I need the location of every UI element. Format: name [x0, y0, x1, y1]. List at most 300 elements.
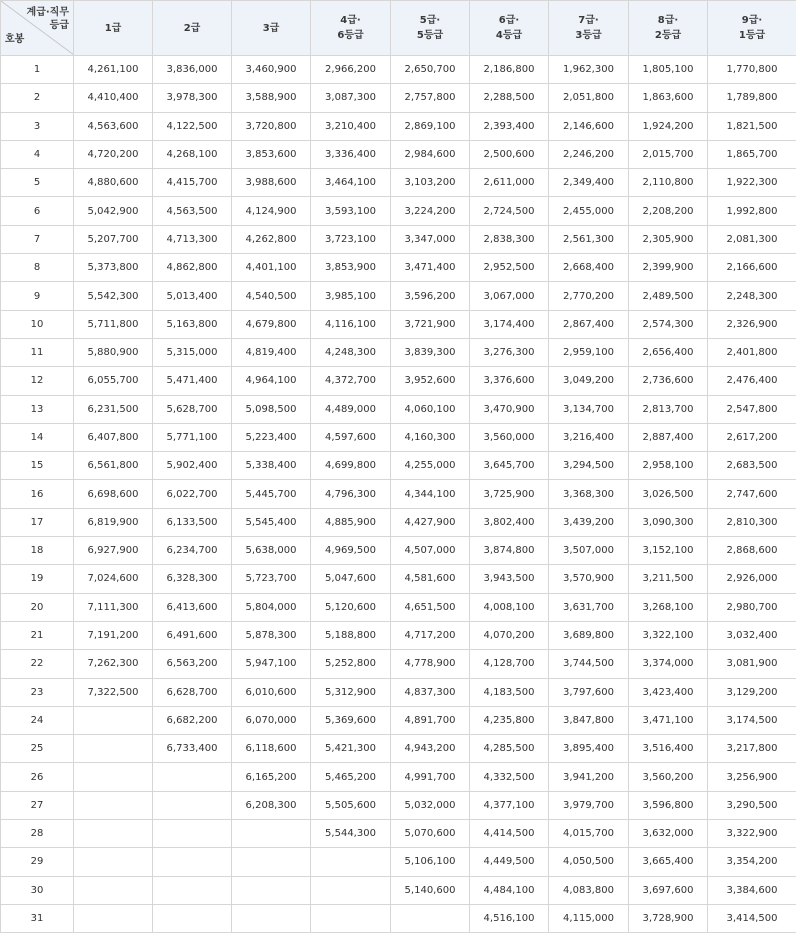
salary-cell: 4,261,100: [74, 56, 153, 84]
salary-cell: 2,401,800: [708, 338, 796, 366]
salary-cell: 3,090,300: [629, 508, 708, 536]
salary-cell: 5,711,800: [74, 310, 153, 338]
table-row: [1, 791, 796, 819]
salary-cell: 6,819,900: [74, 508, 153, 536]
salary-cell: [311, 848, 391, 876]
salary-cell: 3,174,500: [708, 706, 796, 734]
step-cell: 23: [1, 678, 74, 706]
salary-cell: 6,927,900: [74, 537, 153, 565]
step-cell: 31: [1, 904, 74, 932]
salary-cell: 5,163,800: [153, 310, 232, 338]
salary-cell: 6,491,600: [153, 621, 232, 649]
salary-cell: 3,570,900: [549, 565, 629, 593]
column-header-line1: 6급·: [498, 15, 520, 26]
salary-cell: 4,248,300: [311, 338, 391, 366]
salary-cell: 4,679,800: [232, 310, 311, 338]
salary-cell: 5,252,800: [311, 650, 391, 678]
salary-cell: 6,055,700: [74, 367, 153, 395]
salary-cell: 3,439,200: [549, 508, 629, 536]
table-row: [1, 169, 796, 197]
salary-cell: 5,315,000: [153, 338, 232, 366]
salary-cell: [74, 763, 153, 791]
step-cell: 26: [1, 763, 74, 791]
corner-step-label: 호봉: [5, 34, 25, 45]
step-cell: 27: [1, 791, 74, 819]
salary-cell: 3,645,700: [470, 452, 549, 480]
salary-cell: 3,384,600: [708, 876, 796, 904]
salary-cell: 7,322,500: [74, 678, 153, 706]
salary-cell: 1,922,300: [708, 169, 796, 197]
salary-cell: [74, 820, 153, 848]
salary-cell: 3,853,900: [311, 254, 391, 282]
salary-cell: 3,721,900: [391, 310, 470, 338]
salary-cell: 2,611,000: [470, 169, 549, 197]
salary-cell: 3,985,100: [311, 282, 391, 310]
step-cell: 28: [1, 820, 74, 848]
salary-cell: 1,789,800: [708, 84, 796, 112]
column-header-line1: 8급·: [657, 15, 679, 26]
salary-cell: 4,969,500: [311, 537, 391, 565]
salary-cell: [74, 876, 153, 904]
salary-cell: 5,445,700: [232, 480, 311, 508]
salary-cell: [153, 791, 232, 819]
table-row: [1, 876, 796, 904]
salary-cell: 3,847,800: [549, 706, 629, 734]
column-header-line1: 9급·: [741, 15, 763, 26]
salary-cell: 5,098,500: [232, 395, 311, 423]
salary-cell: 4,124,900: [232, 197, 311, 225]
salary-cell: 4,891,700: [391, 706, 470, 734]
salary-cell: 5,120,600: [311, 593, 391, 621]
salary-cell: 5,505,600: [311, 791, 391, 819]
corner-grade-line1: 계급·직무: [26, 7, 69, 18]
table-row: [1, 706, 796, 734]
salary-cell: 3,665,400: [629, 848, 708, 876]
salary-cell: 3,874,800: [470, 537, 549, 565]
salary-cell: 4,116,100: [311, 310, 391, 338]
salary-cell: 6,118,600: [232, 735, 311, 763]
salary-cell: 4,651,500: [391, 593, 470, 621]
salary-cell: 3,797,600: [549, 678, 629, 706]
salary-cell: 4,344,100: [391, 480, 470, 508]
salary-cell: 4,122,500: [153, 112, 232, 140]
salary-cell: 3,216,400: [549, 423, 629, 451]
salary-cell: 2,868,600: [708, 537, 796, 565]
salary-cell: 2,476,400: [708, 367, 796, 395]
salary-cell: 3,802,400: [470, 508, 549, 536]
column-header-line2: 2등급: [654, 30, 682, 41]
salary-cell: 4,991,700: [391, 763, 470, 791]
salary-cell: 4,516,100: [470, 904, 549, 932]
salary-cell: 3,560,200: [629, 763, 708, 791]
salary-cell: [74, 735, 153, 763]
salary-cell: 4,885,900: [311, 508, 391, 536]
salary-cell: 6,413,600: [153, 593, 232, 621]
table-row: [1, 621, 796, 649]
salary-cell: 2,399,900: [629, 254, 708, 282]
salary-cell: 2,958,100: [629, 452, 708, 480]
column-header-line1: 2급: [183, 22, 201, 34]
step-cell: 1: [1, 56, 74, 84]
salary-cell: [153, 763, 232, 791]
table-row: [1, 763, 796, 791]
column-header-line2: 5등급: [416, 30, 444, 41]
salary-cell: 5,338,400: [232, 452, 311, 480]
salary-cell: 2,867,400: [549, 310, 629, 338]
salary-cell: 3,507,000: [549, 537, 629, 565]
step-cell: 14: [1, 423, 74, 451]
salary-cell: 5,465,200: [311, 763, 391, 791]
salary-cell: 3,723,100: [311, 225, 391, 253]
salary-cell: 3,354,200: [708, 848, 796, 876]
salary-cell: 3,276,300: [470, 338, 549, 366]
salary-cell: 4,964,100: [232, 367, 311, 395]
table-row: [1, 848, 796, 876]
salary-cell: [74, 848, 153, 876]
salary-cell: 5,188,800: [311, 621, 391, 649]
salary-cell: 4,862,800: [153, 254, 232, 282]
step-cell: 11: [1, 338, 74, 366]
salary-cell: 3,471,100: [629, 706, 708, 734]
salary-cell: 6,022,700: [153, 480, 232, 508]
table-body: [1, 56, 796, 933]
salary-cell: 4,183,500: [470, 678, 549, 706]
salary-cell: 4,563,500: [153, 197, 232, 225]
salary-cell: 2,668,400: [549, 254, 629, 282]
salary-cell: 4,332,500: [470, 763, 549, 791]
salary-cell: 4,597,600: [311, 423, 391, 451]
table-row: [1, 282, 796, 310]
salary-cell: 5,723,700: [232, 565, 311, 593]
salary-cell: 4,415,700: [153, 169, 232, 197]
step-cell: 12: [1, 367, 74, 395]
table-row: [1, 395, 796, 423]
salary-cell: 3,632,000: [629, 820, 708, 848]
table-row: [1, 480, 796, 508]
salary-cell: 2,208,200: [629, 197, 708, 225]
salary-cell: 6,208,300: [232, 791, 311, 819]
column-header-line2: 3등급: [575, 30, 602, 41]
salary-cell: 2,656,400: [629, 338, 708, 366]
table-row: [1, 423, 796, 451]
corner-grade-label: [27, 6, 69, 32]
step-cell: 15: [1, 452, 74, 480]
step-cell: 16: [1, 480, 74, 508]
column-header-line1: 3급: [262, 22, 280, 34]
table-row: [1, 508, 796, 536]
salary-cell: 3,588,900: [232, 84, 311, 112]
salary-cell: [153, 848, 232, 876]
salary-cell: 5,544,300: [311, 820, 391, 848]
salary-cell: 5,804,000: [232, 593, 311, 621]
salary-cell: 4,008,100: [470, 593, 549, 621]
salary-cell: 4,401,100: [232, 254, 311, 282]
salary-cell: 2,081,300: [708, 225, 796, 253]
salary-cell: 6,231,500: [74, 395, 153, 423]
column-header: [549, 1, 629, 56]
salary-cell: 5,013,400: [153, 282, 232, 310]
salary-cell: 6,010,600: [232, 678, 311, 706]
table-row: [1, 650, 796, 678]
step-cell: 9: [1, 282, 74, 310]
salary-cell: 5,947,100: [232, 650, 311, 678]
salary-cell: 1,962,300: [549, 56, 629, 84]
salary-cell: 3,026,500: [629, 480, 708, 508]
salary-cell: 1,821,500: [708, 112, 796, 140]
salary-cell: 2,736,600: [629, 367, 708, 395]
salary-cell: 4,540,500: [232, 282, 311, 310]
salary-cell: 7,191,200: [74, 621, 153, 649]
salary-cell: 2,984,600: [391, 140, 470, 168]
salary-cell: 3,322,900: [708, 820, 796, 848]
salary-cell: 5,880,900: [74, 338, 153, 366]
salary-cell: 1,865,700: [708, 140, 796, 168]
column-header: [708, 1, 796, 56]
salary-cell: 7,262,300: [74, 650, 153, 678]
salary-cell: [232, 876, 311, 904]
salary-cell: 3,471,400: [391, 254, 470, 282]
step-cell: 30: [1, 876, 74, 904]
step-cell: 8: [1, 254, 74, 282]
salary-cell: 2,110,800: [629, 169, 708, 197]
table-row: [1, 593, 796, 621]
salary-cell: 2,887,400: [629, 423, 708, 451]
table-row: [1, 225, 796, 253]
column-header-line2: 6등급: [337, 30, 364, 41]
salary-cell: 5,638,000: [232, 537, 311, 565]
salary-cell: 5,373,800: [74, 254, 153, 282]
step-cell: 21: [1, 621, 74, 649]
table-row: [1, 820, 796, 848]
salary-cell: 4,372,700: [311, 367, 391, 395]
step-cell: 2: [1, 84, 74, 112]
salary-cell: 3,725,900: [470, 480, 549, 508]
salary-cell: 1,924,200: [629, 112, 708, 140]
salary-cell: 2,617,200: [708, 423, 796, 451]
salary-cell: 5,878,300: [232, 621, 311, 649]
corner-grade-line2: 등급: [49, 20, 69, 31]
salary-cell: 7,024,600: [74, 565, 153, 593]
salary-cell: 2,650,700: [391, 56, 470, 84]
salary-cell: 4,489,000: [311, 395, 391, 423]
salary-cell: 3,256,900: [708, 763, 796, 791]
salary-cell: 6,070,000: [232, 706, 311, 734]
salary-cell: 3,347,000: [391, 225, 470, 253]
salary-cell: 3,697,600: [629, 876, 708, 904]
salary-cell: [232, 820, 311, 848]
salary-cell: 3,744,500: [549, 650, 629, 678]
salary-cell: 3,728,900: [629, 904, 708, 932]
salary-cell: [74, 791, 153, 819]
salary-cell: 3,322,100: [629, 621, 708, 649]
salary-cell: 4,484,100: [470, 876, 549, 904]
salary-cell: 3,464,100: [311, 169, 391, 197]
salary-cell: 2,547,800: [708, 395, 796, 423]
salary-cell: 5,771,100: [153, 423, 232, 451]
salary-cell: 2,015,700: [629, 140, 708, 168]
salary-cell: 3,941,200: [549, 763, 629, 791]
salary-cell: [153, 876, 232, 904]
salary-cell: 6,328,300: [153, 565, 232, 593]
column-header: [470, 1, 549, 56]
salary-cell: 4,720,200: [74, 140, 153, 168]
salary-cell: 2,455,000: [549, 197, 629, 225]
corner-header-cell: [1, 1, 74, 56]
salary-cell: 4,050,500: [549, 848, 629, 876]
salary-cell: 2,747,600: [708, 480, 796, 508]
salary-cell: 4,563,600: [74, 112, 153, 140]
salary-cell: 6,165,200: [232, 763, 311, 791]
salary-cell: 4,128,700: [470, 650, 549, 678]
salary-cell: 2,326,900: [708, 310, 796, 338]
step-cell: 10: [1, 310, 74, 338]
step-cell: 5: [1, 169, 74, 197]
salary-cell: 3,853,600: [232, 140, 311, 168]
salary-cell: 4,115,000: [549, 904, 629, 932]
salary-cell: 2,349,400: [549, 169, 629, 197]
column-header-line2: 4등급: [495, 30, 523, 41]
salary-cell: 3,593,100: [311, 197, 391, 225]
salary-cell: 4,717,200: [391, 621, 470, 649]
salary-cell: 4,070,200: [470, 621, 549, 649]
salary-cell: 3,134,700: [549, 395, 629, 423]
salary-cell: [153, 904, 232, 932]
salary-cell: [74, 904, 153, 932]
salary-cell: 7,111,300: [74, 593, 153, 621]
salary-cell: 2,869,100: [391, 112, 470, 140]
salary-cell: 2,770,200: [549, 282, 629, 310]
salary-cell: 3,376,600: [470, 367, 549, 395]
salary-cell: 5,545,400: [232, 508, 311, 536]
column-header-line1: 4급·: [340, 15, 361, 26]
column-header: [232, 1, 311, 56]
salary-cell: 4,410,400: [74, 84, 153, 112]
salary-cell: 4,880,600: [74, 169, 153, 197]
table-row: [1, 537, 796, 565]
table-row: [1, 310, 796, 338]
salary-cell: 3,368,300: [549, 480, 629, 508]
salary-cell: 4,837,300: [391, 678, 470, 706]
salary-cell: [153, 820, 232, 848]
salary-cell: 3,979,700: [549, 791, 629, 819]
salary-cell: 4,268,100: [153, 140, 232, 168]
salary-cell: 4,285,500: [470, 735, 549, 763]
salary-cell: 3,596,800: [629, 791, 708, 819]
salary-cell: 4,713,300: [153, 225, 232, 253]
salary-cell: 3,129,200: [708, 678, 796, 706]
salary-cell: 3,336,400: [311, 140, 391, 168]
salary-cell: 4,778,900: [391, 650, 470, 678]
column-header: [153, 1, 232, 56]
table-row: [1, 678, 796, 706]
salary-cell: 3,631,700: [549, 593, 629, 621]
salary-cell: 3,067,000: [470, 282, 549, 310]
salary-cell: 2,813,700: [629, 395, 708, 423]
salary-cell: 2,926,000: [708, 565, 796, 593]
salary-cell: 2,489,500: [629, 282, 708, 310]
salary-cell: 3,836,000: [153, 56, 232, 84]
salary-cell: 4,255,000: [391, 452, 470, 480]
salary-cell: 3,988,600: [232, 169, 311, 197]
salary-cell: 2,683,500: [708, 452, 796, 480]
salary-cell: 3,978,300: [153, 84, 232, 112]
salary-cell: 2,757,800: [391, 84, 470, 112]
salary-cell: 5,042,900: [74, 197, 153, 225]
salary-cell: 3,268,100: [629, 593, 708, 621]
table-row: [1, 197, 796, 225]
table-header: [1, 1, 796, 56]
salary-cell: 5,032,000: [391, 791, 470, 819]
salary-cell: 6,733,400: [153, 735, 232, 763]
salary-cell: 2,305,900: [629, 225, 708, 253]
salary-cell: 5,207,700: [74, 225, 153, 253]
salary-cell: 5,628,700: [153, 395, 232, 423]
salary-cell: 3,103,200: [391, 169, 470, 197]
salary-cell: 3,516,400: [629, 735, 708, 763]
salary-cell: 6,682,200: [153, 706, 232, 734]
salary-cell: 6,563,200: [153, 650, 232, 678]
salary-cell: 3,290,500: [708, 791, 796, 819]
step-cell: 6: [1, 197, 74, 225]
salary-cell: 4,060,100: [391, 395, 470, 423]
salary-cell: 3,217,800: [708, 735, 796, 763]
salary-cell: 4,507,000: [391, 537, 470, 565]
salary-cell: 4,427,900: [391, 508, 470, 536]
salary-cell: 3,460,900: [232, 56, 311, 84]
column-header: [629, 1, 708, 56]
column-header: [391, 1, 470, 56]
salary-cell: [311, 904, 391, 932]
step-cell: 3: [1, 112, 74, 140]
salary-cell: 3,224,200: [391, 197, 470, 225]
step-cell: 19: [1, 565, 74, 593]
salary-cell: 1,992,800: [708, 197, 796, 225]
salary-cell: 6,133,500: [153, 508, 232, 536]
salary-cell: 4,796,300: [311, 480, 391, 508]
salary-cell: 3,081,900: [708, 650, 796, 678]
salary-cell: 2,952,500: [470, 254, 549, 282]
salary-cell: 6,628,700: [153, 678, 232, 706]
step-cell: 22: [1, 650, 74, 678]
column-header-line1: 1급: [104, 22, 122, 34]
salary-cell: 3,374,000: [629, 650, 708, 678]
column-header: [74, 1, 153, 56]
step-cell: 20: [1, 593, 74, 621]
salary-cell: 3,720,800: [232, 112, 311, 140]
salary-cell: 2,246,200: [549, 140, 629, 168]
salary-cell: 1,770,800: [708, 56, 796, 84]
salary-cell: 3,210,400: [311, 112, 391, 140]
step-cell: 4: [1, 140, 74, 168]
table-row: [1, 735, 796, 763]
salary-cell: 3,174,400: [470, 310, 549, 338]
step-cell: 24: [1, 706, 74, 734]
salary-cell: 2,838,300: [470, 225, 549, 253]
salary-cell: 3,211,500: [629, 565, 708, 593]
salary-cell: 6,561,800: [74, 452, 153, 480]
salary-cell: 5,223,400: [232, 423, 311, 451]
salary-cell: 4,015,700: [549, 820, 629, 848]
step-cell: 17: [1, 508, 74, 536]
salary-cell: 5,902,400: [153, 452, 232, 480]
salary-cell: [232, 848, 311, 876]
table-row: [1, 338, 796, 366]
table-row: [1, 904, 796, 932]
salary-cell: 4,819,400: [232, 338, 311, 366]
table-row: [1, 112, 796, 140]
salary-cell: 2,166,600: [708, 254, 796, 282]
salary-cell: 2,959,100: [549, 338, 629, 366]
